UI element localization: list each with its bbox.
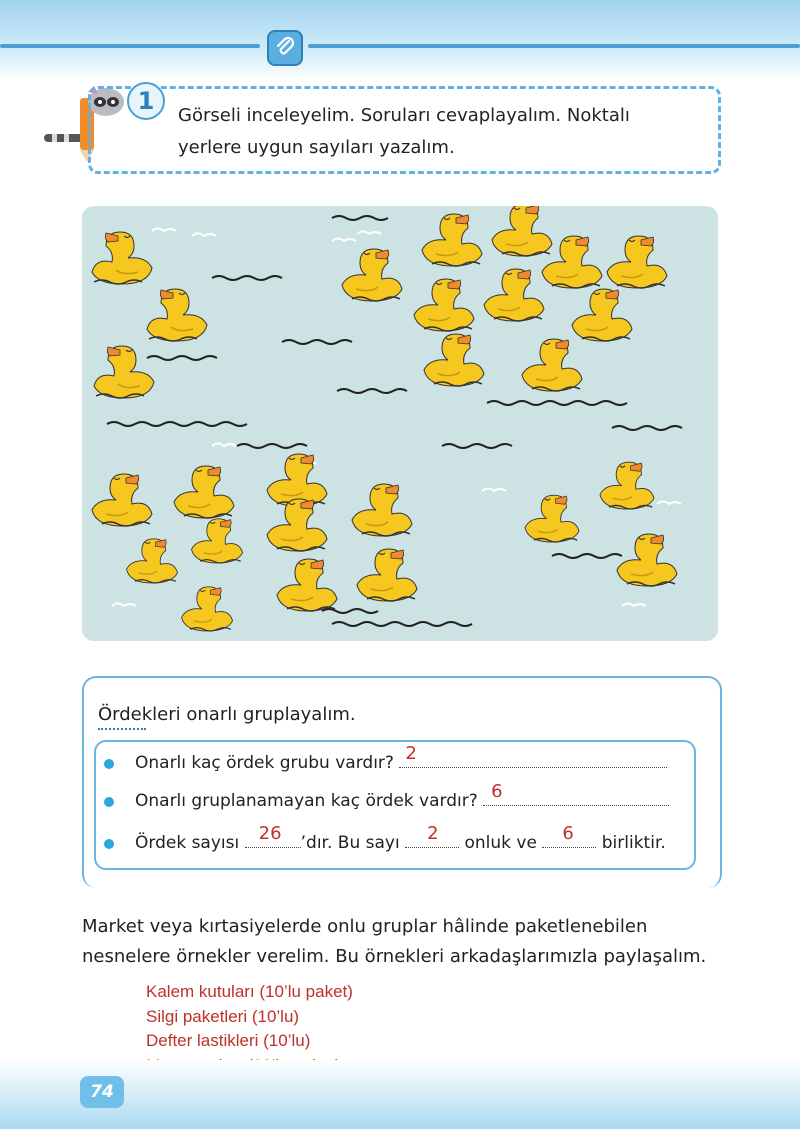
- answer-3c-field[interactable]: [542, 823, 596, 848]
- duck: [192, 519, 243, 563]
- duck: [607, 236, 667, 288]
- foam-mark: [657, 502, 681, 505]
- paperclip-icon: [267, 30, 303, 66]
- page-header-band: [0, 0, 800, 80]
- page-number: 74: [80, 1076, 124, 1108]
- question-2: [135, 781, 669, 811]
- task-instruction: Görseli inceleyelim. Soruları cevaplayalım. Noktalı yerlere uygun sayıları yazalım.: [178, 105, 630, 158]
- answer-1: 2: [405, 743, 417, 764]
- question-3: [135, 823, 666, 853]
- bullet-dot: [104, 839, 114, 849]
- question-1-text: Onarlı kaç ördek grubu vardır?: [135, 753, 394, 773]
- example-item: Defter lastikleri (10’lu): [146, 1031, 311, 1050]
- duck: [92, 232, 152, 284]
- duck: [522, 339, 582, 391]
- duck: [94, 346, 154, 398]
- task-number-badge: 1: [127, 82, 165, 120]
- duck: [92, 474, 152, 526]
- question-3-part2: ’dır. Bu sayı: [300, 833, 400, 853]
- duck: [127, 539, 178, 583]
- header-rule-right: [308, 44, 800, 48]
- wave-line: [487, 401, 627, 405]
- duck: [147, 289, 207, 341]
- wave-line: [337, 389, 407, 393]
- duck: [424, 334, 484, 386]
- answer-1-field[interactable]: [399, 743, 667, 768]
- grouping-title: Ördekleri onarlı gruplayalım.: [98, 704, 356, 725]
- wave-line: [442, 444, 512, 448]
- wave-line: [107, 422, 247, 426]
- duck: [525, 495, 579, 542]
- title-dotted-underline: [98, 728, 146, 730]
- question-1: [135, 743, 667, 773]
- wave-line: [322, 609, 378, 613]
- duck: [352, 484, 412, 536]
- duck-scene: [82, 206, 718, 641]
- example-item: Kalem kutuları (10’lu paket): [146, 982, 353, 1001]
- foam-mark: [482, 489, 506, 492]
- answer-3c: 6: [562, 823, 574, 844]
- wave-line: [332, 622, 472, 626]
- answer-3a: 26: [258, 823, 282, 844]
- foam-mark: [357, 232, 381, 235]
- wave-line: [332, 216, 388, 220]
- foam-mark: [332, 239, 356, 242]
- duck: [267, 499, 327, 551]
- duck: [414, 279, 474, 331]
- wave-line: [237, 444, 307, 448]
- duck: [492, 206, 552, 256]
- wave-line: [612, 426, 682, 430]
- foam-mark: [622, 604, 646, 607]
- header-rule-left: [0, 44, 260, 48]
- duck: [267, 454, 327, 506]
- foam-mark: [212, 444, 236, 447]
- answer-3a-field[interactable]: [245, 823, 301, 848]
- duck: [342, 249, 402, 301]
- wave-line: [552, 554, 622, 558]
- duck: [617, 534, 677, 586]
- answer-3b: 2: [427, 823, 439, 844]
- answer-3b-field[interactable]: [405, 823, 459, 848]
- duck: [174, 466, 234, 518]
- foam-mark: [152, 229, 176, 232]
- duck: [484, 269, 544, 321]
- duck: [357, 549, 417, 601]
- bullet-dot: [104, 759, 114, 769]
- duck: [277, 559, 337, 611]
- duck: [182, 587, 233, 631]
- bullet-dot: [104, 797, 114, 807]
- duck-illustration: [82, 206, 718, 641]
- wave-line: [147, 356, 217, 360]
- answer-2-field[interactable]: [483, 781, 669, 806]
- duck: [600, 462, 654, 509]
- foam-mark: [192, 234, 216, 237]
- question-3-part3: onluk ve: [464, 833, 537, 853]
- question-2-text: Onarlı gruplanamayan kaç ördek vardır?: [135, 791, 478, 811]
- examples-prompt: Market veya kırtasiyelerde onlu gruplar hâlinde paketlenebilen nesnelere örnekler verelim. Bu örnekleri arkadaşlarımızla paylaşalım.: [82, 916, 707, 967]
- duck: [572, 289, 632, 341]
- question-3-part1: Ördek sayısı: [135, 833, 240, 853]
- question-3-part4: birliktir.: [601, 833, 666, 853]
- duck: [422, 214, 482, 266]
- example-item: Silgi paketleri (10’lu): [146, 1006, 300, 1026]
- foam-mark: [112, 604, 136, 607]
- answer-2: 6: [491, 781, 503, 802]
- wave-line: [282, 340, 352, 344]
- wave-line: [212, 276, 282, 280]
